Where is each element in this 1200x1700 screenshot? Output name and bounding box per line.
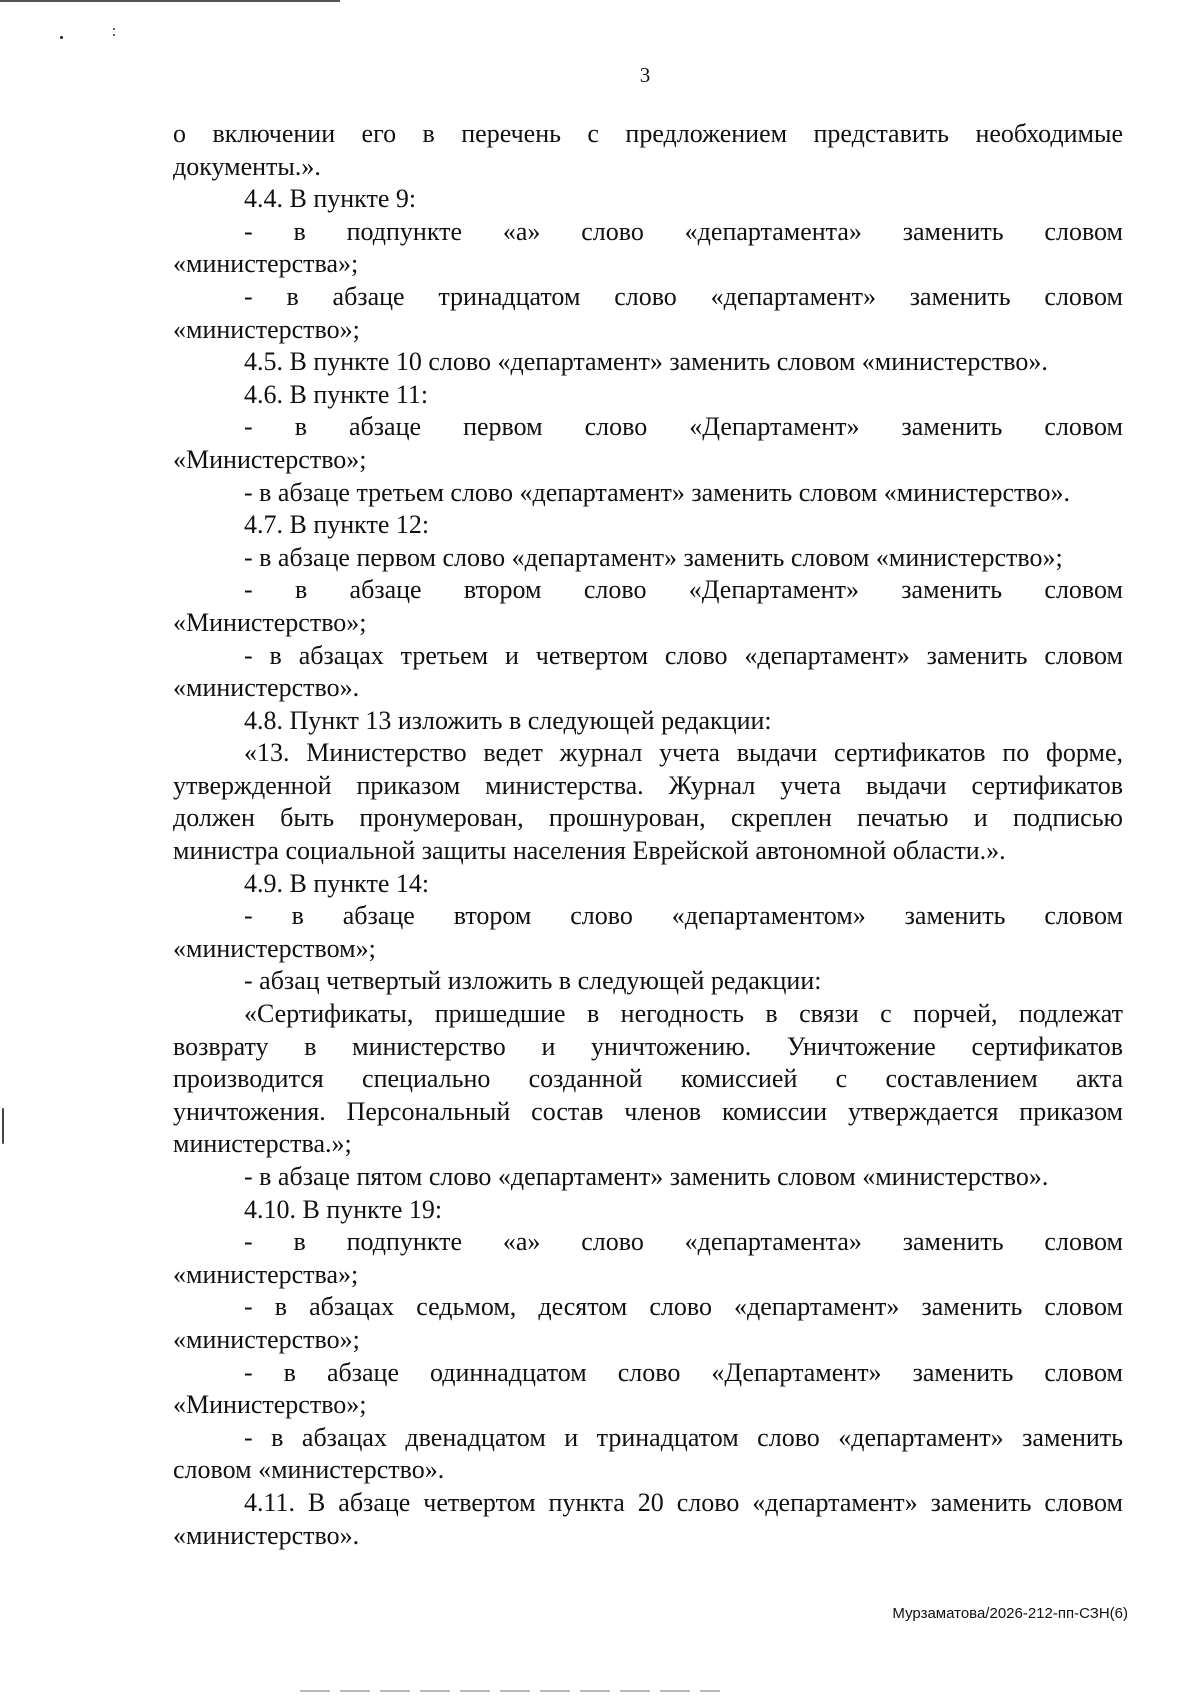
text-line: утвержденной приказом министерства. Журнал учета выдачи сертификатов <box>173 770 1123 800</box>
text-line: «Министерство»; <box>173 607 367 637</box>
text-line: «министерство». <box>173 1520 360 1550</box>
text-line: - в подпункте «а» слово «департамента» заменить словом <box>244 1227 1123 1257</box>
text-line: - в абзаце втором слово «департаментом» заменить словом <box>244 901 1123 931</box>
text-line: 4.5. В пункте 10 слово «департамент» заменить словом «министерство». <box>244 347 1048 377</box>
text-line: министра социальной защиты населения Еврейской автономной области.». <box>173 836 1006 866</box>
scan-artifact-dot <box>113 34 115 36</box>
text-line: «Министерство»; <box>173 444 367 474</box>
text-line: «министерство». <box>173 673 360 703</box>
text-line: - в абзаце втором слово «Департамент» заменить словом <box>244 575 1123 605</box>
text-line: документы.». <box>173 151 321 181</box>
text-line: словом «министерство». <box>173 1455 445 1485</box>
document-reference-footer: Мурзаматова/2026-212-пп-СЗН(6) <box>892 1605 1128 1622</box>
text-line: должен быть пронумерован, прошнурован, скреплен печатью и подписью <box>173 803 1123 833</box>
text-line: - в абзаце одиннадцатом слово «Департамент» заменить словом <box>244 1357 1123 1387</box>
text-line: уничтожения. Персональный состав членов комиссии утверждается приказом <box>173 1096 1123 1126</box>
text-line: 4.11. В абзаце четвертом пункта 20 слово «департамент» заменить словом <box>244 1487 1123 1517</box>
text-line: «министерство»; <box>173 1324 360 1354</box>
text-line: о включении его в перечень с предложением представить необходимые <box>173 119 1123 148</box>
text-line: 4.4. В пункте 9: <box>244 184 417 214</box>
text-line: 4.6. В пункте 11: <box>244 379 429 409</box>
page-number: 3 <box>639 63 651 87</box>
text-line: - в абзаце пятом слово «департамент» заменить словом «министерство». <box>244 1162 1049 1191</box>
text-line: 4.10. В пункте 19: <box>244 1194 443 1224</box>
scan-artifact-bottom-line <box>300 1690 720 1692</box>
text-line: 4.9. В пункте 14: <box>244 868 430 898</box>
text-line: 4.7. В пункте 12: <box>244 510 430 540</box>
text-line: «министерства»; <box>173 1259 359 1289</box>
text-line: - в абзаце третьем слово «департамент» заменить словом «министерство». <box>244 477 1070 507</box>
text-line: - в абзаце первом слово «департамент» заменить словом «министерство»; <box>244 542 1063 572</box>
text-line: - в абзацах седьмом, десятом слово «департамент» заменить словом <box>244 1292 1123 1322</box>
text-line: - в абзацах третьем и четвертом слово «департамент» заменить словом <box>244 640 1123 670</box>
text-line: «Сертификаты, пришедшие в негодность в связи с порчей, подлежат <box>244 999 1123 1029</box>
text-line: министерства.»; <box>173 1129 352 1159</box>
text-line: «министерством»; <box>173 933 376 963</box>
document-body <box>173 118 1123 1552</box>
text-line: «министерство»; <box>173 314 360 344</box>
text-line: - в абзацах двенадцатом и тринадцатом слово «департамент» заменить <box>244 1422 1123 1452</box>
scan-artifact-top-line <box>0 0 340 2</box>
text-line: «министерства»; <box>173 249 359 279</box>
text-line: «13. Министерство ведет журнал учета выдачи сертификатов по форме, <box>244 738 1123 768</box>
text-line: - в подпункте «а» слово «департамента» заменить словом <box>244 216 1123 246</box>
scan-artifact-dot <box>60 36 63 39</box>
text-line: - в абзаце тринадцатом слово «департамент» заменить словом <box>244 281 1123 311</box>
text-line: возврату в министерство и уничтожению. Уничтожение сертификатов <box>173 1031 1123 1061</box>
text-line: - в абзаце первом слово «Департамент» заменить словом <box>244 412 1123 442</box>
text-line: - абзац четвертый изложить в следующей редакции: <box>244 966 822 996</box>
text-line: производится специально созданной комиссией с составлением акта <box>173 1064 1123 1094</box>
text-line: «Министерство»; <box>173 1390 367 1420</box>
scan-artifact-dot <box>113 28 115 30</box>
text-line: 4.8. Пункт 13 изложить в следующей редакции: <box>244 705 772 735</box>
scan-artifact-margin-mark <box>2 1108 4 1144</box>
